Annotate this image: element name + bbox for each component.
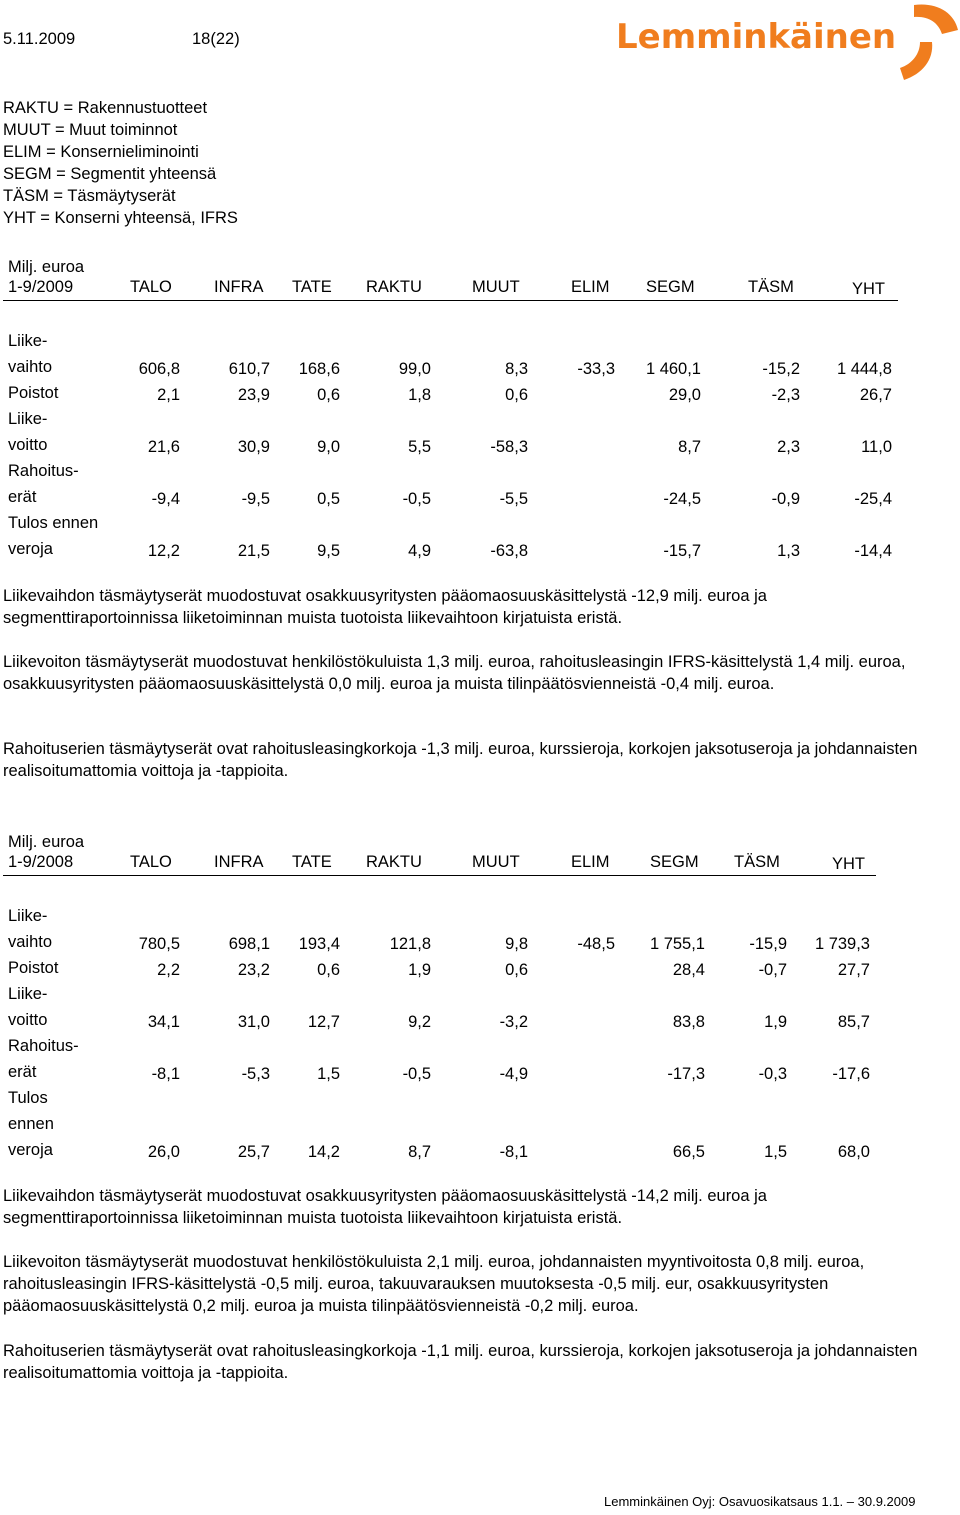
note-paragraph: Liikevaihdon täsmäytyserät muodostuvat osakkuusyritysten pääomaosuuskäsittelystä -12,9 milj. euroa ja segmenttiraportoinnissa liiketoiminnan muista tuotoista liikevaihtoon kirjatuista eristä.: [3, 587, 767, 627]
table-cell: 1,9: [408, 961, 431, 979]
table-cell: 4,9: [408, 542, 431, 560]
table-cell: 0,5: [317, 490, 340, 508]
table-cell: -5,5: [499, 490, 528, 508]
table-unit-label: Milj. euroa: [8, 258, 85, 276]
column-header: INFRA: [214, 278, 264, 296]
table-cell: 8,3: [505, 360, 528, 378]
table-cell: -25,4: [854, 490, 892, 508]
table-cell: 14,2: [307, 1143, 340, 1161]
table-cell: -5,3: [241, 1065, 270, 1083]
table-cell: 83,8: [672, 1013, 705, 1031]
abbreviation-item: MUUT = Muut toiminnot: [3, 121, 178, 139]
table-cell: 11,0: [861, 438, 892, 456]
table-cell: 2,1: [157, 386, 180, 404]
table-cell: 29,0: [668, 386, 701, 404]
row-label: vaihto: [8, 358, 53, 376]
row-label: Liike-: [8, 410, 48, 428]
table-cell: -17,3: [667, 1065, 705, 1083]
table-cell: 9,5: [317, 542, 340, 560]
column-header: TATE: [292, 278, 332, 296]
row-label: Poistot: [8, 959, 59, 977]
header-rule: [3, 300, 898, 301]
row-label: Tulos ennen: [8, 514, 99, 532]
row-label: ennen: [8, 1115, 54, 1133]
table-cell: -15,2: [762, 360, 800, 378]
table-cell: 25,7: [237, 1143, 270, 1161]
table-cell: 8,7: [408, 1143, 431, 1161]
table-cell: 0,6: [317, 961, 340, 979]
column-header: SEGM: [646, 278, 695, 296]
row-label: Rahoitus-: [8, 462, 79, 480]
table-cell: -33,3: [577, 360, 615, 378]
table-cell: 1 755,1: [649, 935, 705, 953]
table-cell: -9,4: [151, 490, 180, 508]
table-cell: 27,7: [837, 961, 870, 979]
column-header: MUUT: [472, 853, 520, 871]
page-number: 18(22): [192, 30, 240, 48]
abbreviation-item: ELIM = Konsernieliminointi: [3, 143, 199, 161]
table-cell: 31,0: [237, 1013, 270, 1031]
row-label: erät: [8, 488, 37, 506]
note-paragraph: Liikevoiton täsmäytyserät muodostuvat henkilöstökuluista 1,3 milj. euroa, rahoitusleasingin IFRS-käsittelystä 1,4 milj. euroa, osakkuusyritysten pääomaosuuskäsittelystä 0,0 milj. euroa ja muista tilinpäätösvienneistä -0,4 milj. euroa.: [3, 653, 906, 693]
table-cell: 85,7: [837, 1013, 870, 1031]
table-cell: 2,3: [777, 438, 800, 456]
row-label: vaihto: [8, 933, 53, 951]
table-cell: -58,3: [490, 438, 528, 456]
row-label: Tulos: [8, 1089, 48, 1107]
column-header: YHT: [852, 280, 885, 298]
table-period-label: 1-9/2009: [8, 278, 74, 296]
table-cell: -0,7: [758, 961, 787, 979]
note-paragraph: Liikevoiton täsmäytyserät muodostuvat henkilöstökuluista 2,1 milj. euroa, johdannaisten myyntivoitosta 0,8 milj. euroa, rahoitusleasingin IFRS-käsittelystä -0,5 milj. euroa, takuuvarauksen muutoksesta -0,5 milj. eur, osakkuusyritysten pääomaosuuskäsittelystä 0,2 milj. euroa ja muista tilinpäätösvienneistä -0,2 milj. euroa.: [3, 1253, 865, 1315]
table-cell: 99,0: [398, 360, 431, 378]
table-cell: 1,5: [764, 1143, 787, 1161]
abbreviation-item: YHT = Konserni yhteensä, IFRS: [3, 209, 238, 227]
table-cell: 1,5: [317, 1065, 340, 1083]
table-cell: 1,3: [777, 542, 800, 560]
column-header: YHT: [832, 855, 865, 873]
table-cell: -8,1: [151, 1065, 180, 1083]
table-cell: 9,2: [408, 1013, 431, 1031]
page-footer: Lemminkäinen Oyj: Osavuosikatsaus 1.1. – 30.9.2009: [604, 1494, 916, 1509]
table-cell: 1,9: [764, 1013, 787, 1031]
table-cell: -63,8: [490, 542, 528, 560]
table-cell: -8,1: [499, 1143, 528, 1161]
table-cell: 193,4: [298, 935, 340, 953]
table-cell: -24,5: [663, 490, 701, 508]
column-header: INFRA: [214, 853, 264, 871]
table-cell: -2,3: [771, 386, 800, 404]
row-label: veroja: [8, 1141, 53, 1159]
table-cell: 1 444,8: [836, 360, 892, 378]
row-label: Liike-: [8, 985, 48, 1003]
logo-wordmark: Lemminkäinen: [616, 17, 897, 57]
column-header: TALO: [130, 278, 172, 296]
note-paragraph: Rahoituserien täsmäytyserät ovat rahoitusleasingkorkoja -1,1 milj. euroa, kurssieroja, korkojen jaksotuseroja ja johdannaisten realisoitumattomia voittoja ja -tappioita.: [3, 1342, 918, 1382]
table-cell: -14,4: [854, 542, 892, 560]
abbreviation-item: SEGM = Segmentit yhteensä: [3, 165, 217, 183]
table-unit-label: Milj. euroa: [8, 833, 85, 851]
table-cell: 66,5: [672, 1143, 705, 1161]
table-cell: 26,0: [147, 1143, 180, 1161]
column-header: TÄSM: [748, 278, 794, 296]
abbreviation-item: RAKTU = Rakennustuotteet: [3, 99, 208, 117]
row-label: erät: [8, 1063, 37, 1081]
column-header: SEGM: [650, 853, 699, 871]
header-rule: [3, 875, 876, 876]
column-header: RAKTU: [366, 278, 422, 296]
column-header: RAKTU: [366, 853, 422, 871]
table-cell: 23,2: [237, 961, 270, 979]
row-label: voitto: [8, 1011, 48, 1029]
table-cell: 9,8: [505, 935, 528, 953]
row-label: Liike-: [8, 907, 48, 925]
row-label: voitto: [8, 436, 48, 454]
column-header: ELIM: [571, 278, 610, 296]
table-cell: 8,7: [678, 438, 701, 456]
table-cell: -9,5: [241, 490, 270, 508]
table-cell: -0,3: [758, 1065, 787, 1083]
table-cell: -0,9: [771, 490, 800, 508]
table-cell: -3,2: [499, 1013, 528, 1031]
row-label: veroja: [8, 540, 53, 558]
report-date: 5.11.2009: [3, 30, 76, 48]
column-header: ELIM: [571, 853, 610, 871]
abbreviation-item: TÄSM = Täsmäytyserät: [3, 187, 176, 205]
table-cell: 5,5: [408, 438, 431, 456]
table-period-label: 1-9/2008: [8, 853, 74, 871]
table-cell: 1,8: [408, 386, 431, 404]
note-paragraph: Liikevaihdon täsmäytyserät muodostuvat osakkuusyritysten pääomaosuuskäsittelystä -14,2 milj. euroa ja segmenttiraportoinnissa liiketoiminnan muista tuotoista liikevaihtoon kirjatuista eristä.: [3, 1187, 767, 1227]
table-cell: 34,1: [147, 1013, 180, 1031]
table-cell: 1 460,1: [645, 360, 701, 378]
table-cell: -0,5: [402, 1065, 431, 1083]
table-cell: 9,0: [317, 438, 340, 456]
table-cell: -17,6: [832, 1065, 870, 1083]
table-cell: 12,2: [147, 542, 180, 560]
company-logo: [614, 4, 960, 84]
table-cell: 168,6: [298, 360, 340, 378]
note-paragraph: Rahoituserien täsmäytyserät ovat rahoitusleasingkorkoja -1,3 milj. euroa, kurssieroja, korkojen jaksotuseroja ja johdannaisten realisoitumattomia voittoja ja -tappioita.: [3, 740, 918, 780]
table-cell: 1 739,3: [814, 935, 870, 953]
table-cell: 121,8: [389, 935, 431, 953]
row-label: Liike-: [8, 332, 48, 350]
row-label: Poistot: [8, 384, 59, 402]
table-cell: 30,9: [237, 438, 270, 456]
table-cell: 0,6: [505, 961, 528, 979]
table-cell: 23,9: [237, 386, 270, 404]
row-label: Rahoitus-: [8, 1037, 79, 1055]
table-cell: 606,8: [138, 360, 180, 378]
table-cell: 0,6: [505, 386, 528, 404]
table-cell: -15,7: [663, 542, 701, 560]
column-header: TALO: [130, 853, 172, 871]
table-cell: 21,6: [147, 438, 180, 456]
table-cell: -4,9: [499, 1065, 528, 1083]
table-cell: 28,4: [672, 961, 705, 979]
table-cell: -48,5: [577, 935, 615, 953]
column-header: TATE: [292, 853, 332, 871]
table-cell: 21,5: [237, 542, 270, 560]
table-cell: 26,7: [859, 386, 892, 404]
table-cell: 68,0: [837, 1143, 870, 1161]
column-header: MUUT: [472, 278, 520, 296]
table-cell: 2,2: [157, 961, 180, 979]
table-cell: -0,5: [402, 490, 431, 508]
table-cell: 0,6: [317, 386, 340, 404]
table-cell: 780,5: [138, 935, 180, 953]
column-header: TÄSM: [734, 853, 780, 871]
table-cell: 698,1: [228, 935, 270, 953]
table-cell: 12,7: [307, 1013, 340, 1031]
table-cell: 610,7: [228, 360, 270, 378]
table-cell: -15,9: [749, 935, 787, 953]
